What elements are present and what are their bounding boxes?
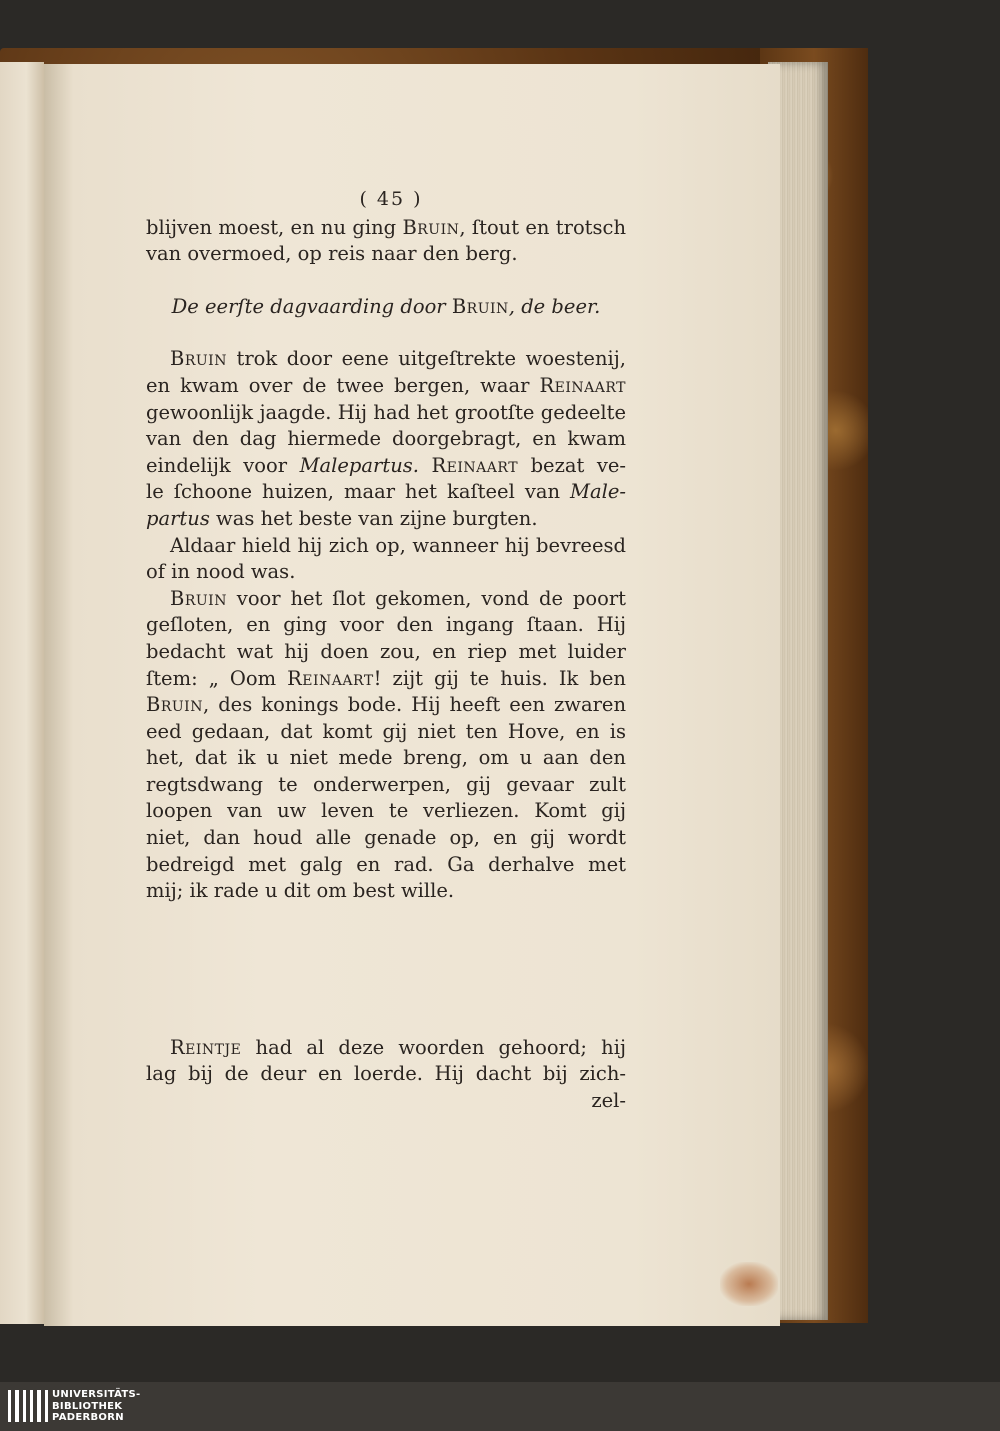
text-line: gewoonlijk jaagde. Hij had het grootſte gedeelte <box>146 400 626 424</box>
text-line: partus was het beste van zijne burgten. <box>146 506 538 530</box>
text-line: blijven moest, en nu ging Bruin, ſtout en trotsch <box>146 215 627 239</box>
blank-space <box>146 905 626 1035</box>
text-line: geſloten, en ging voor den ingang ſtaan. Hij <box>146 613 626 637</box>
text-line: regtsdwang te onderwerpen, gij gevaar zult <box>146 772 626 796</box>
text-line: en kwam over de twee bergen, waar Reinaart <box>146 373 626 397</box>
text-line: het, dat ik u niet mede breng, om u aan den <box>146 746 626 770</box>
text-line: lag bij de deur en loerde. Hij dacht bij zich- <box>146 1062 626 1086</box>
page-stain <box>720 1262 778 1306</box>
text-line: van overmoed, op reis naar den berg. <box>146 242 518 266</box>
text-line: Aldaar hield hij zich op, wanneer hij bevreesd <box>170 533 626 557</box>
catchword: zel- <box>591 1089 626 1113</box>
page-number: ( 45 ) <box>359 188 423 210</box>
footer-bar <box>0 1382 1000 1431</box>
text-line: Bruin voor het ſlot gekomen, vond de poort <box>170 586 626 610</box>
text-line: van den dag hiermede doorgebragt, en kwam <box>146 427 626 451</box>
text-line: le ſchoone huizen, maar het kaſteel van Male- <box>146 480 626 504</box>
text-line: Bruin, des konings bode. Hij heeft een zwaren <box>146 693 626 717</box>
library-name: UNIVERSITÄTS- BIBLIOTHEK PADERBORN <box>52 1389 141 1423</box>
text-line: mij; ik rade u dit om best wille. <box>146 879 455 903</box>
text-line: bedacht wat hij doen zou, en riep met luider <box>146 639 626 663</box>
text-line: Reintje had al deze woorden gehoord; hij <box>170 1035 626 1059</box>
left-page-edge <box>0 62 44 1324</box>
text-line: niet, dan houd alle genade op, en gij wordt <box>146 826 626 850</box>
text-line: loopen van uw leven te verliezen. Komt gij <box>146 799 626 823</box>
text-line: of in nood was. <box>146 560 296 584</box>
text-line: ſtem: „ Oom Reinaart! zijt gij te huis. Ik ben <box>146 666 626 690</box>
text-line: eindelijk voor Malepartus. Reinaart bezat ve- <box>146 453 626 477</box>
section-heading: De eerſte dagvaarding door Bruin, de beer. <box>171 294 601 318</box>
text-line: Bruin trok door eene uitgeſtrekte woestenij, <box>170 347 626 371</box>
page-text <box>146 186 626 1115</box>
library-logo-icon <box>8 1390 48 1422</box>
text-line: bedreigd met galg en rad. Ga derhalve met <box>146 852 626 876</box>
text-line: eed gedaan, dat komt gij niet ten Hove, en is <box>146 719 626 743</box>
